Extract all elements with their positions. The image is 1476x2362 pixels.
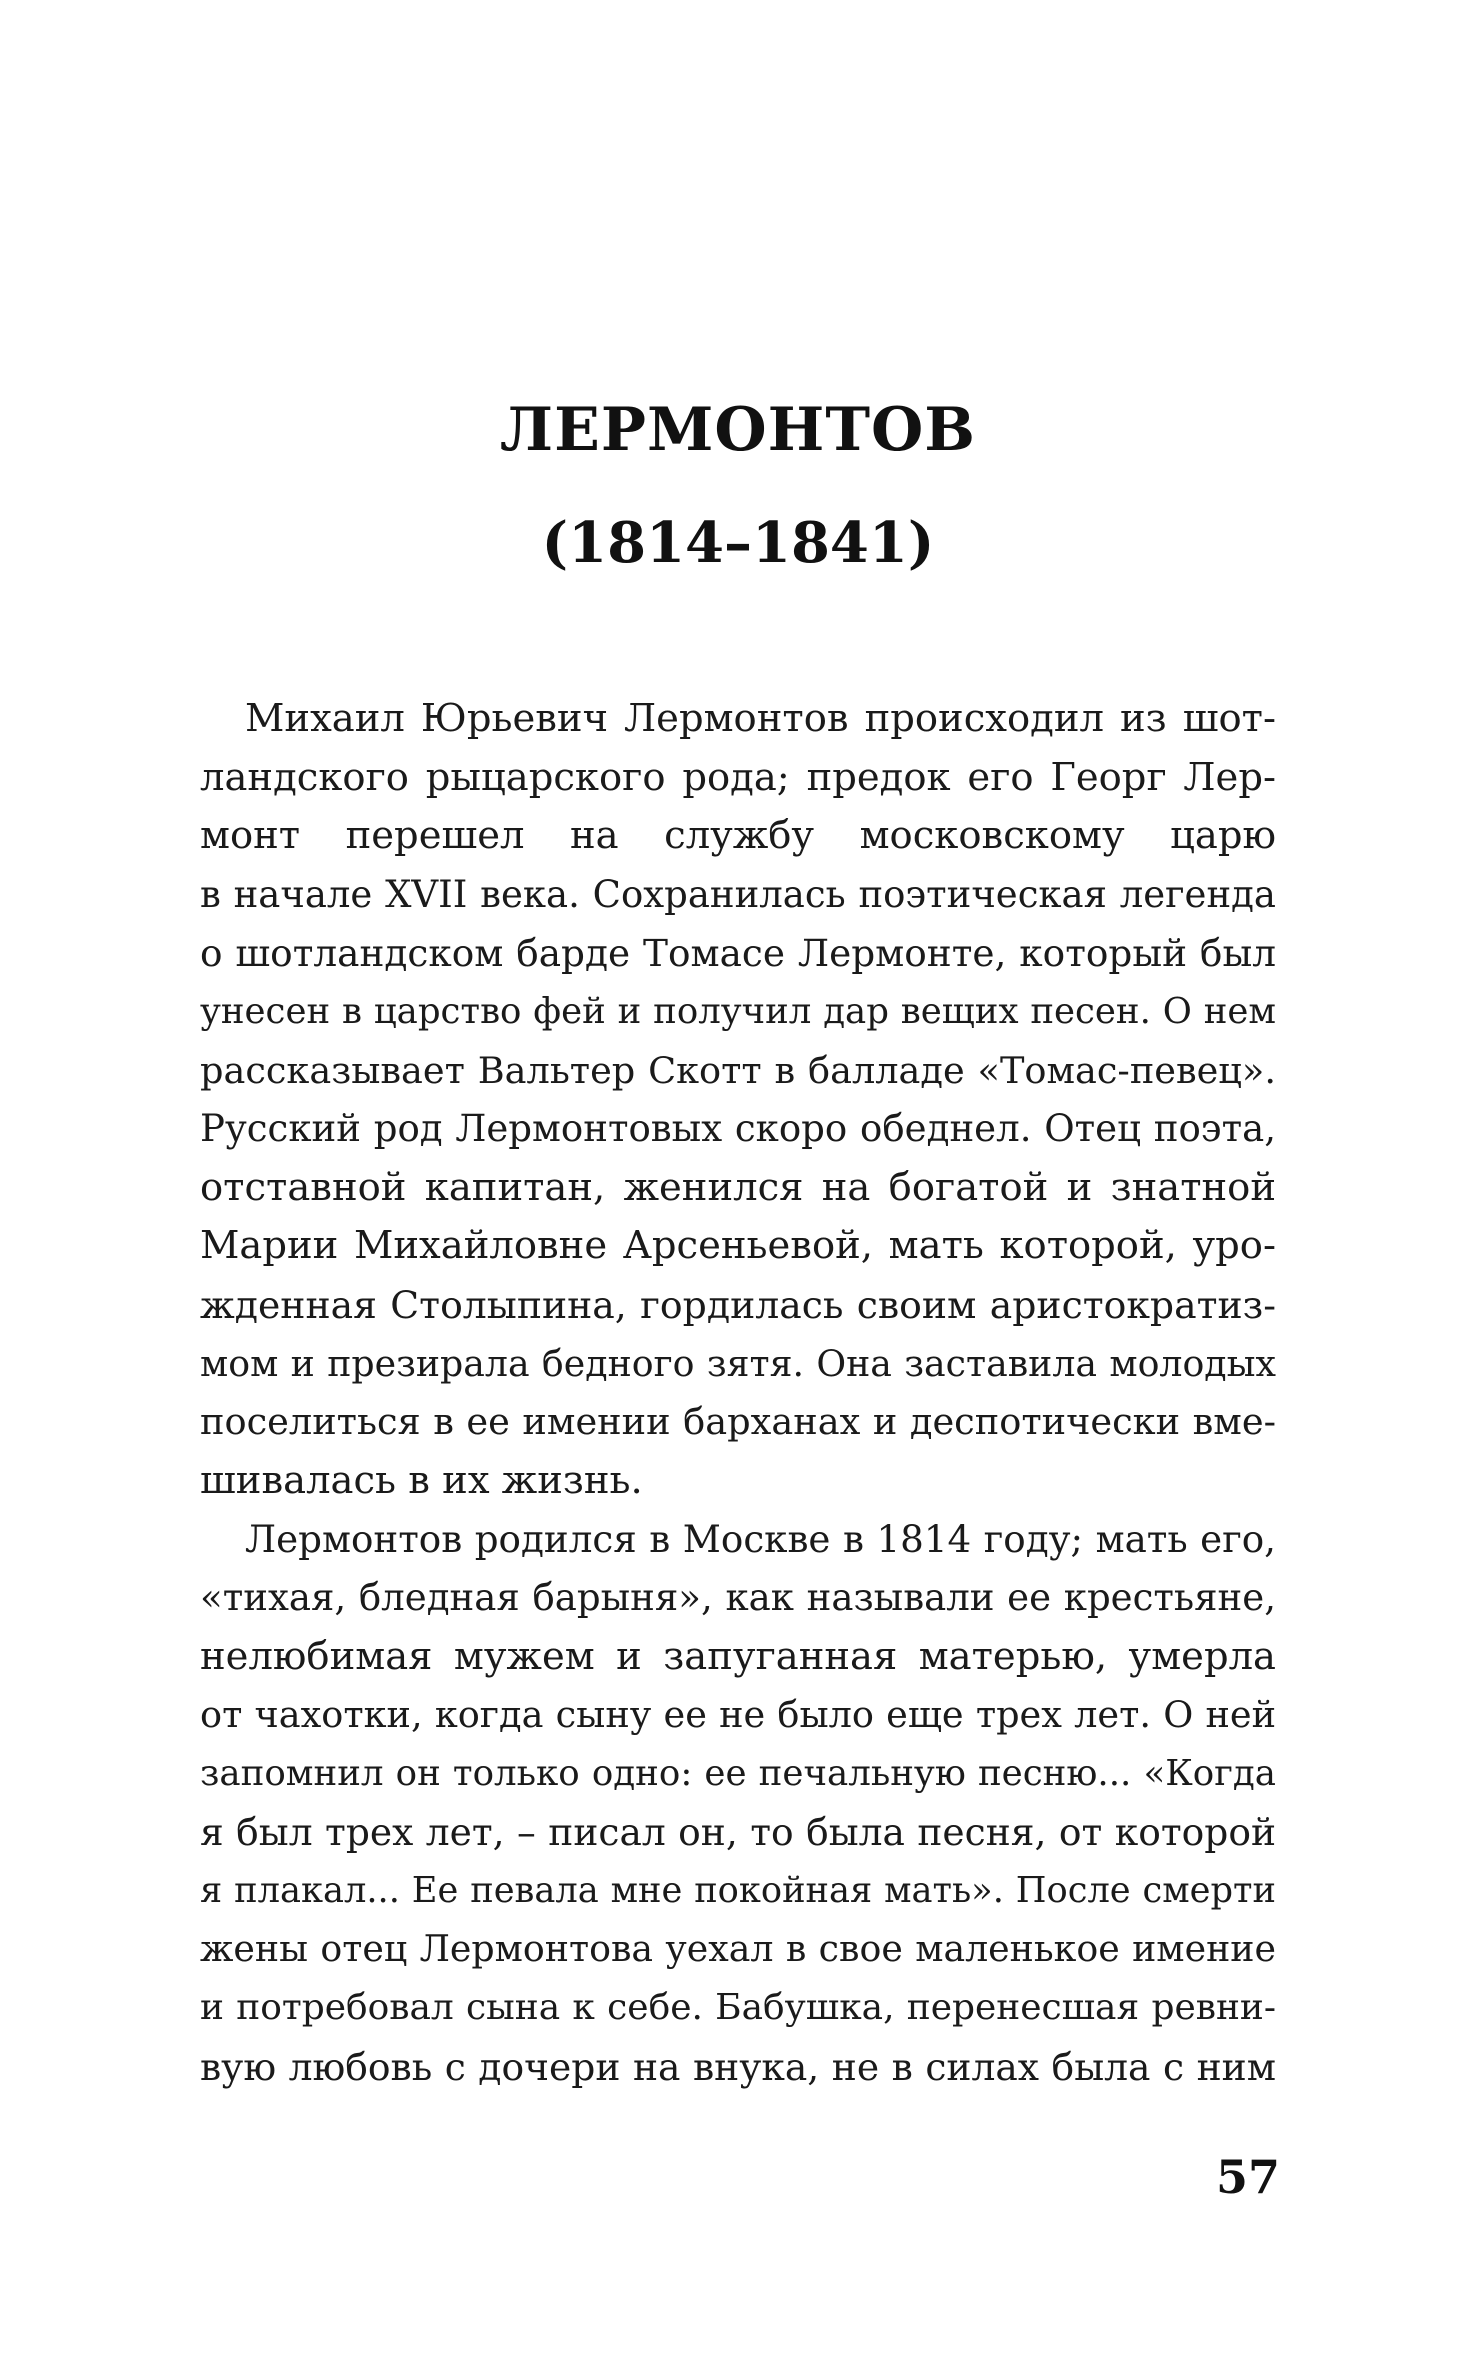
text-line: от чахотки, когда сыну ее не было еще трех лет. О ней [200, 1693, 1276, 1737]
text-line: Михаил Юрьевич Лермонтов происходил из шот- [245, 696, 1276, 741]
text-line: Марии Михайловне Арсеньевой, мать которой, уро- [200, 1223, 1276, 1269]
text-line: о шотландском барде Томасе Лермонте, который был [200, 931, 1276, 976]
text-line: ландского рыцарского рода; предок его Георг Лер- [200, 754, 1276, 800]
text-line: рассказывает Вальтер Скотт в балладе «Томас-певец». [200, 1048, 1276, 1092]
text-line: я был трех лет, – писал он, то была песня, от которой [200, 1810, 1276, 1855]
text-line: шивалась в их жизнь. [200, 1457, 643, 1503]
text-line: монт перешел на службу московскому царю [200, 813, 1276, 859]
text-line: мом и презирала бедного зятя. Она заставила молодых [200, 1341, 1276, 1385]
chapter-title: ЛЕРМОНТОВ [500, 395, 976, 465]
text-line: в начале XVII века. Сохранилась поэтическая легенда [200, 872, 1276, 916]
text-line: жены отец Лермонтова уехал в свое маленькое имение [200, 1927, 1276, 1971]
text-line: жденная Столыпина, гордилась своим аристократиз- [200, 1282, 1276, 1327]
text-line: поселиться в ее имении барханах и деспотически вме- [200, 1400, 1276, 1444]
text-line: запомнил он только одно: ее печальную песню... «Когда [200, 1752, 1276, 1794]
chapter-years: (1814–1841) [541, 510, 935, 576]
paragraph-2 [200, 1510, 1276, 2096]
body-text [200, 690, 1276, 2096]
text-line: Русский род Лермонтовых скоро обеднел. Отец поэта, [200, 1107, 1276, 1151]
text-line: «тихая, бледная барыня», как называли ее крестьяне, [200, 1575, 1276, 1619]
text-line: нелюбимая мужем и запуганная матерью, умерла [200, 1633, 1276, 1679]
page-number: 57 [1215, 2150, 1280, 2204]
text-line: и потребовал сына к себе. Бабушка, перенесшая ревни- [200, 1987, 1276, 2029]
text-line: отставной капитан, женился на богатой и знатной [200, 1164, 1276, 1210]
text-line: унесен в царство фей и получил дар вещих песен. О нем [200, 990, 1276, 1032]
text-line: Лермонтов родился в Москве в 1814 году; мать его, [245, 1517, 1276, 1562]
text-line: я плакал... Ее певала мне покойная мать». После смерти [200, 1869, 1276, 1911]
text-line: вую любовь с дочери на внука, не в силах была с ним [200, 2044, 1276, 2089]
paragraph-1 [200, 690, 1276, 1510]
